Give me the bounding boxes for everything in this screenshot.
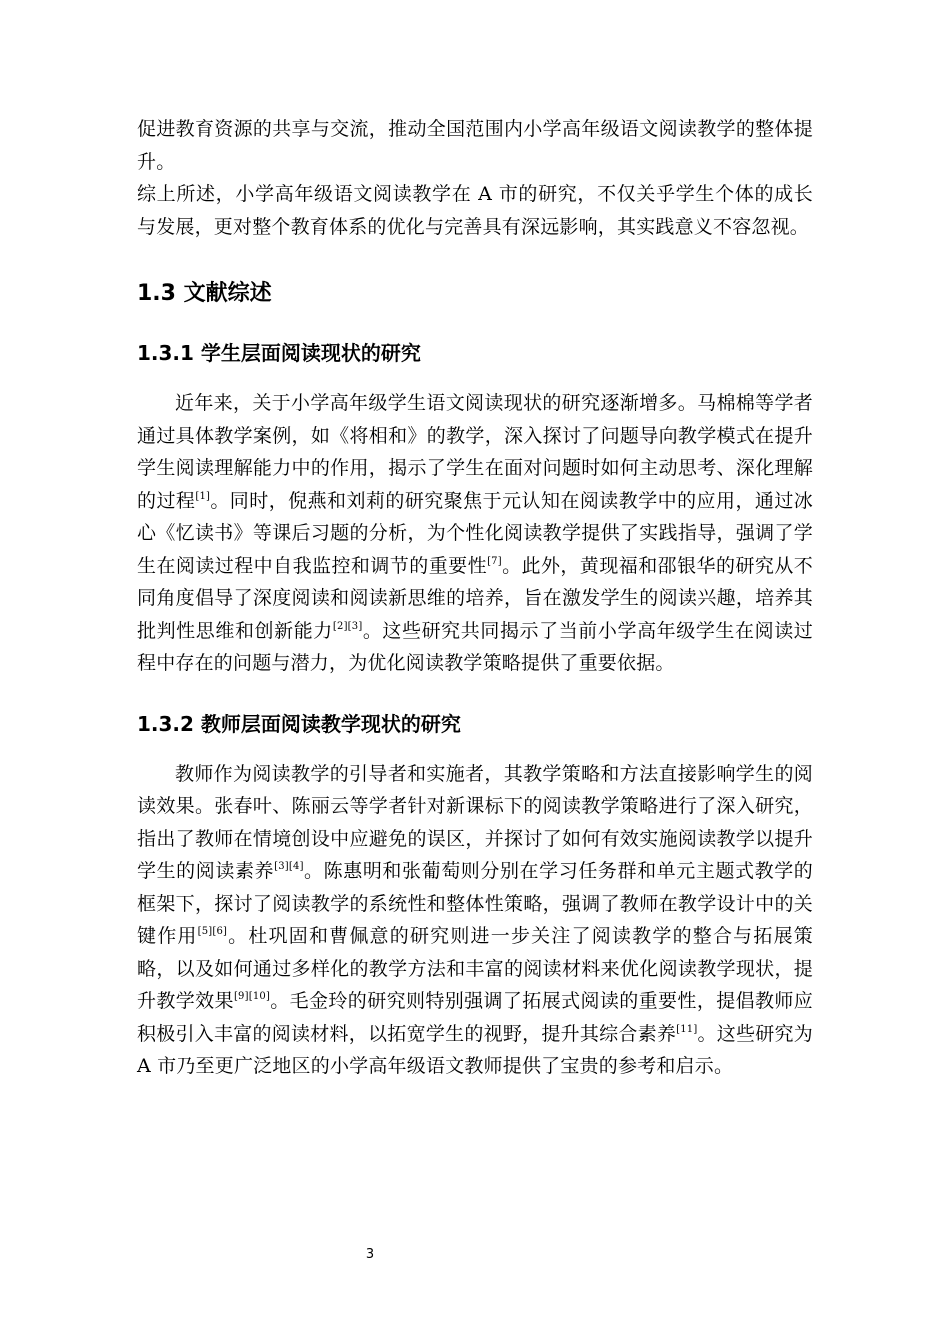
citation-ref: [7] [487,555,502,567]
text-run: 。毛金玲的研究则特别强调了拓展式阅读的重要性，提倡教师应积极引入丰富的阅读材料，以拓宽学生的视野，提升其综合素养 [137,990,813,1045]
spacer [137,368,813,387]
spacer [137,309,813,338]
text-run: 。同时，倪燕和刘莉的研究聚焦于元认知在阅读教学中的应用，通过冰心《忆读书》等课后习题的分析，为个性化阅读教学提供了实践指导，强调了学生在阅读过程中自我监控和调节的重要性 [137,489,813,577]
page-content [137,113,813,1083]
citation-ref: [3][4] [274,861,304,872]
spacer [137,680,813,709]
text-run: 。此外，黄现福和邵银华的研究从不同角度倡导了深度阅读和阅读新思维的培养，旨在激发学生的阅读兴趣，培养其批判性思维和创新能力 [137,554,813,642]
citation-ref: [9][10] [233,991,271,1002]
spacer [137,739,813,758]
text-run: 。这些研究为 A 市乃至更广泛地区的小学高年级语文教师提供了宝贵的参考和启示。 [137,1022,813,1077]
subsection-heading-student-level: 1.3.1 学生层面阅读现状的研究 [137,341,421,365]
text-run: 。这些研究共同揭示了当前小学高年级学生在阅读过程中存在的问题与潜力，为优化阅读教学策略提供了重要依据。 [137,619,813,674]
spacer [137,243,813,279]
citation-ref: [1] [195,490,211,502]
citation-ref: [2][3] [332,620,363,632]
citation-ref: [5][6] [197,926,228,937]
citation-ref: [11] [676,1023,698,1035]
section-heading-literature-review: 1.3 文献综述 [137,281,272,306]
subsection-heading-teacher-level: 1.3.2 教师层面阅读教学现状的研究 [137,711,461,736]
text-run: 。陈惠明和张葡萄则分别在学习任务群和单元主题式教学的框架下，探讨了阅读教学的系统性和整体性策略，强调了教师在教学设计中的关键作用 [137,860,814,947]
text-run: 近年来，关于小学高年级学生语文阅读现状的研究逐渐增多。马棉棉等学者通过具体教学案例，如《将相和》的教学，深入探讨了问题导向教学模式在提升学生阅读理解能力中的作用，揭示了学生在面对问题时如何主动思考、深化理解的过程 [137,392,813,512]
intro-paragraph-1: 促进教育资源的共享与交流，推动全国范围内小学高年级语文阅读教学的整体提升。 [137,118,813,173]
page-number: 3 [365,1247,375,1262]
teacher-level-paragraph [137,758,813,1083]
intro-paragraph-2: 综上所述，小学高年级语文阅读教学在 A 市的研究，不仅关乎学生个体的成长与发展，更对整个教育体系的优化与完善具有深远影响，其实践意义不容忽视。 [137,183,813,238]
text-run: 教师作为阅读教学的引导者和实施者，其教学策略和方法直接影响学生的阅读效果。张春叶、陈丽云等学者针对新课标下的阅读教学策略进行了深入研究，指出了教师在情境创设中应避免的误区，并探讨了如何有效实施阅读教学以提升学生的阅读素养 [137,762,813,882]
student-level-paragraph [137,387,813,680]
text-run: 。杜巩固和曹佩意的研究则进一步关注了阅读教学的整合与拓展策略，以及如何通过多样化的教学方法和丰富的阅读材料来优化阅读教学现状，提升教学效果 [137,925,813,1012]
